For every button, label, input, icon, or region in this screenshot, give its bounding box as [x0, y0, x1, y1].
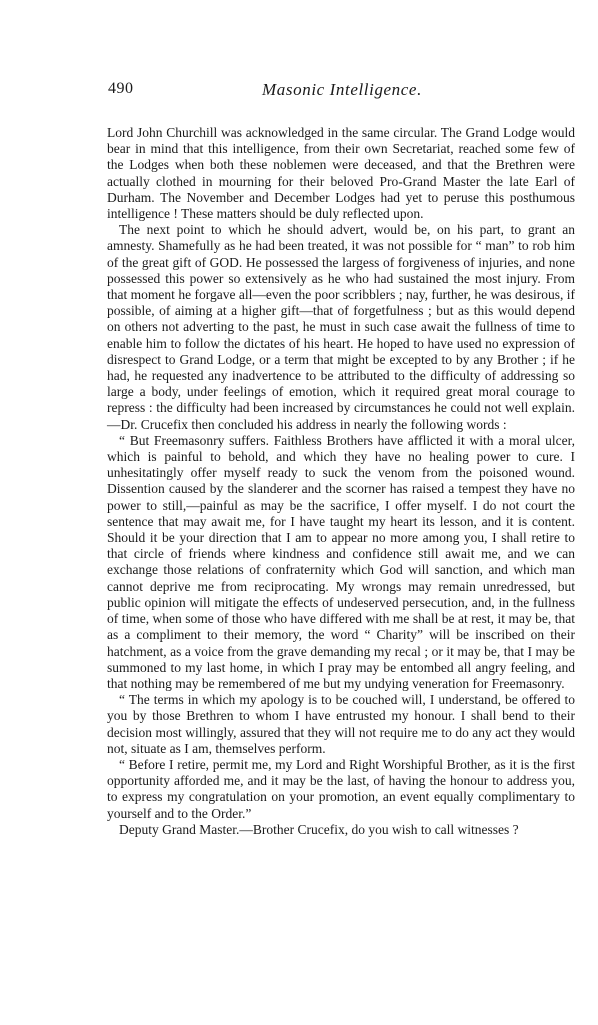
paragraph-apology-terms: “ The terms in which my apology is to be couched will, I understand, be offered to you by those Brethren to whom I have entrusted my honour. I shall bend to their decision most willingly, assured that they will not require me to do any act they would not, situate as I am, themselves perform. [107, 692, 575, 756]
paragraph-before-retire: “ Before I retire, permit me, my Lord and Right Worshipful Brother, as it is the first opportunity afforded me, and it may be the last, of having the honour to address you, to express my congratulation on your promotion, an event equally complimentary to yourself and to the Order.” [107, 756, 575, 821]
paragraph-freemasonry-suffers: “ But Freemasonry suffers. Faithless Brothers have afflicted it with a moral ulcer, which is painful to behold, and which they have no healing power to cure. I unhesitatingly offer myself ready to suck the venom from the poisoned wound. Dissention caused by the slanderer and the scorner has raised a tempest they have no power to still,—painful as may be the sacrifice, I offer myself. I do not court the sentence that may await me, for I have taught my heart its lesson, and it is content. Should it be your direction that I am to appear no more among you, I shall retire to that circle of friends where kindness and confidence still await me, and we can exchange those relations of confraternity which God will sanction, and which man cannot deprive me from reciprocating. My wrongs may remain unredressed, but public opinion will mitigate the effects of undeserved persecution, and, in the fullness of time, when some of those who have differed with me shall be at rest, it may be, that as a compliment to their memory, the word “ Charity” will be inscribed on their hatchment, as a voice from the grave demanding my recal ; or it may be, that I may be summoned to my last home, in which I pray may be entombed all angry feeling, and that nothing may be remembered of me but my undying veneration for Freemasonry. [107, 432, 575, 691]
paragraph-amnesty: The next point to which he should advert, would be, on his part, to grant an amnesty. Shamefully as he had been treated, it was not possible for “ man” to rob him of the great gift of GOD. He possessed the largess of forgiveness of injuries, and none possessed this power so extensively as he who had sustained the most injury. From that moment he forgave all—even the poor scribblers ; nay, further, he was desirous, if possible, of aiming at a higher gift—that of forgetfulness ; but as this would depend on others not adverting to the past, he must in such case await the fullness of time to enable him to follow the dictates of his heart. He hoped to have used no expression of disrespect to Grand Lodge, or a term that might be excepted to by any Brother ; if he had, he requested any inadvertence to be attributed to the difficulty of addressing so large a body, under feelings of emotion, which it required great moral courage to repress : the difficulty had been increased by circumstances he could not well explain.—Dr. Crucefix then concluded his address in nearly the following words : [107, 222, 575, 432]
running-title: Masonic Intelligence. [262, 80, 422, 99]
page-number: 490 [108, 80, 134, 97]
body-text [107, 125, 575, 838]
page-header [108, 80, 576, 106]
paragraph-continuation: Lord John Churchill was acknowledged in the same circular. The Grand Lodge would bear in mind that this intelligence, from their own Secretariat, reached some few of the Lodges when both these noblemen were deceased, and that the Brethren were actually clothed in mourning for their beloved Pro-Grand Master the late Earl of Durham. The November and December Lodges had yet to peruse this posthumous intelligence ! These matters should be duly reflected upon. [107, 125, 575, 222]
paragraph-deputy-grand-master: Deputy Grand Master.—Brother Crucefix, do you wish to call witnesses ? [119, 821, 519, 837]
